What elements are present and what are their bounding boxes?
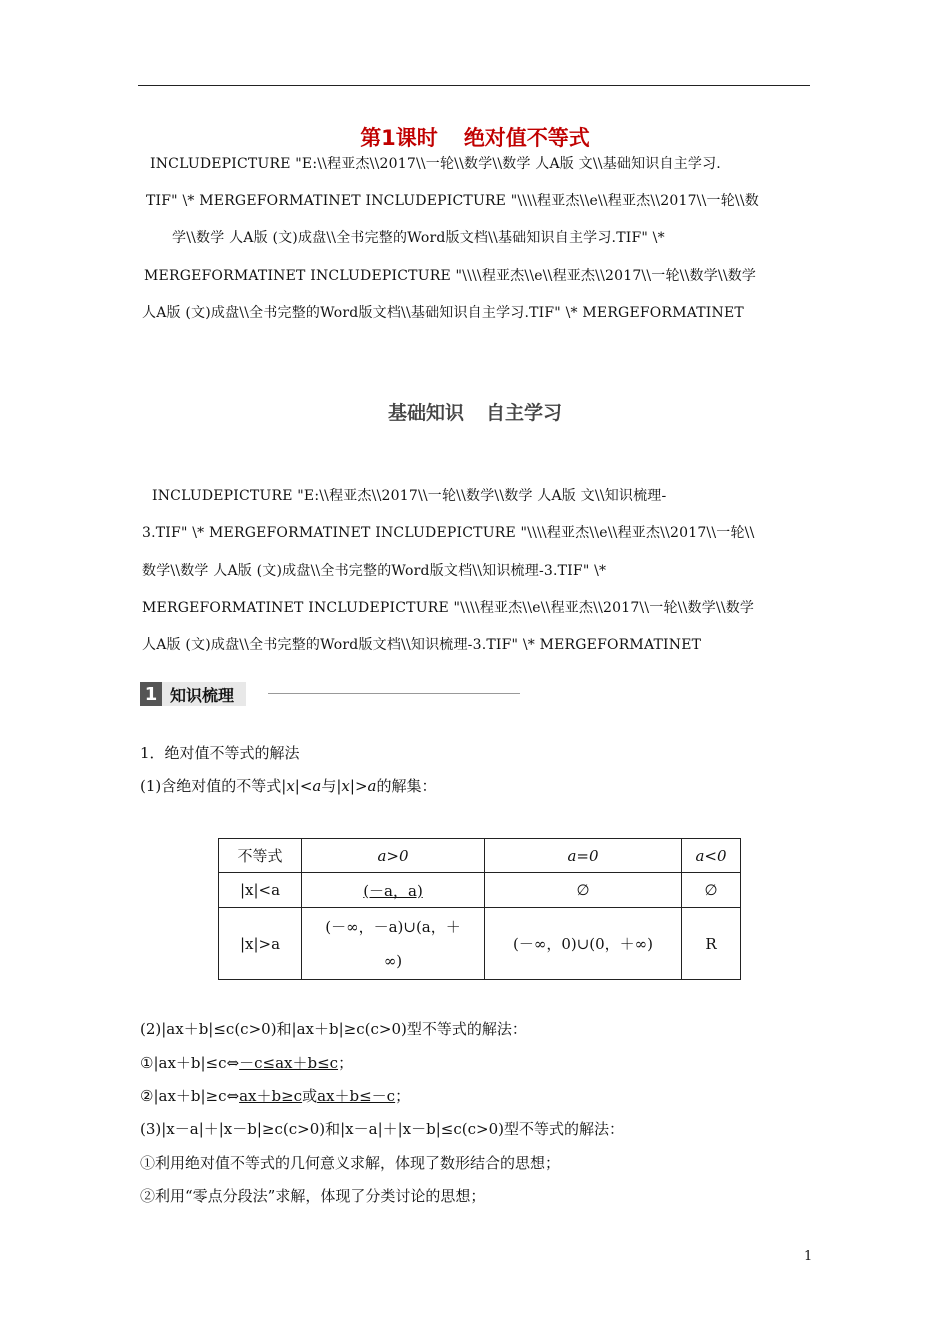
table-header-cell: a<0 xyxy=(682,839,741,873)
answer-underlined: ax＋b≤－c xyxy=(317,1087,396,1105)
section-title-part2: 自主学习 xyxy=(486,402,563,424)
include-field-1-line-1: INCLUDEPICTURE "E:\\程亚杰\\2017\\一轮\\数学\\数学 人A版 文\\基础知识自主学习. xyxy=(150,156,721,172)
section-badge xyxy=(140,682,246,706)
header-rule xyxy=(138,85,810,86)
section-title xyxy=(0,398,950,425)
page-number: 1 xyxy=(804,1249,813,1264)
include-field-2-line-1: INCLUDEPICTURE "E:\\程亚杰\\2017\\一轮\\数学\\数学 人A版 文\\知识梳理- xyxy=(152,488,667,504)
item-1-sub-3-method-1: ①利用绝对值不等式的几何意义求解，体现了数形结合的思想； xyxy=(140,1154,561,1172)
table-cell-line: (－∞，－a)∪(a，＋ xyxy=(325,917,461,936)
item-1-sub-3: (3)|x－a|＋|x－b|≥c(c>0)和|x－a|＋|x－b|≤c(c>0)型不等式的解法： xyxy=(140,1120,624,1138)
include-field-2-line-2: 3.TIF" \* MERGEFORMATINET INCLUDEPICTURE "\\\\程亚杰\\e\\程亚杰\\2017\\一轮\\ xyxy=(142,525,755,541)
badge-number: 1 xyxy=(140,682,162,706)
answer-underlined: ax＋b≥c xyxy=(239,1087,303,1105)
table-cell: (－∞，0)∪(0，＋∞) xyxy=(485,908,682,980)
table-cell: |x|<a xyxy=(219,873,302,908)
badge-divider xyxy=(268,693,520,694)
page-title xyxy=(0,122,950,152)
table-cell: R xyxy=(682,908,741,980)
table-row xyxy=(219,873,741,908)
include-field-1-line-3: 学\\数学 人A版 (文)成盘\\全书完整的Word版文档\\基础知识自主学习.TIF" \* xyxy=(172,230,665,246)
answer-underlined: (－a，a) xyxy=(363,881,423,900)
section-title-part1: 基础知识 xyxy=(387,402,464,424)
table-row xyxy=(219,908,741,980)
include-field-2-line-4: MERGEFORMATINET INCLUDEPICTURE "\\\\程亚杰\\e\\程亚杰\\2017\\一轮\\数学\\数学 xyxy=(142,600,755,616)
item-1-sub-2-case-2: ②|ax＋b|≥c⇔ax＋b≥c或ax＋b≤－c； xyxy=(140,1087,411,1105)
table-cell-line: ∞) xyxy=(383,951,403,970)
solution-table xyxy=(218,838,741,980)
item-1-heading: 1．绝对值不等式的解法 xyxy=(140,744,300,762)
table-cell xyxy=(302,873,485,908)
table-header-row xyxy=(219,839,741,873)
answer-underlined: －c≤ax＋b≤c xyxy=(239,1054,339,1072)
title-lesson: 第1课时 xyxy=(360,126,438,150)
include-field-2-line-5: 人A版 (文)成盘\\全书完整的Word版文档\\知识梳理-3.TIF" \* MERGEFORMATINET xyxy=(142,637,702,653)
item-1-sub-3-method-2: ②利用“零点分段法”求解，体现了分类讨论的思想； xyxy=(140,1187,486,1205)
include-field-2-line-3: 数学\\数学 人A版 (文)成盘\\全书完整的Word版文档\\知识梳理-3.TIF" \* xyxy=(142,563,607,579)
table-cell: ∅ xyxy=(682,873,741,908)
badge-label: 知识梳理 xyxy=(162,682,246,706)
table-cell xyxy=(302,908,485,980)
include-field-1-line-4: MERGEFORMATINET INCLUDEPICTURE "\\\\程亚杰\\e\\程亚杰\\2017\\一轮\\数学\\数学 xyxy=(144,268,757,284)
include-field-1-line-5: 人A版 (文)成盘\\全书完整的Word版文档\\基础知识自主学习.TIF" \* MERGEFORMATINET xyxy=(142,305,744,321)
item-1-sub-2-case-1: ①|ax＋b|≤c⇔－c≤ax＋b≤c； xyxy=(140,1054,354,1072)
table-header-cell: a=0 xyxy=(485,839,682,873)
table-cell: ∅ xyxy=(485,873,682,908)
title-topic: 绝对值不等式 xyxy=(463,126,590,150)
item-1-sub-2: (2)|ax＋b|≤c(c>0)和|ax＋b|≥c(c>0)型不等式的解法： xyxy=(140,1020,527,1038)
table-cell: |x|>a xyxy=(219,908,302,980)
table-header-cell: a>0 xyxy=(302,839,485,873)
item-1-sub-1: (1)含绝对值的不等式|x|<a与|x|>a的解集： xyxy=(140,777,437,795)
table-header-cell: 不等式 xyxy=(219,839,302,873)
include-field-1-line-2: TIF" \* MERGEFORMATINET INCLUDEPICTURE "\\\\程亚杰\\e\\程亚杰\\2017\\一轮\\数 xyxy=(146,193,759,209)
